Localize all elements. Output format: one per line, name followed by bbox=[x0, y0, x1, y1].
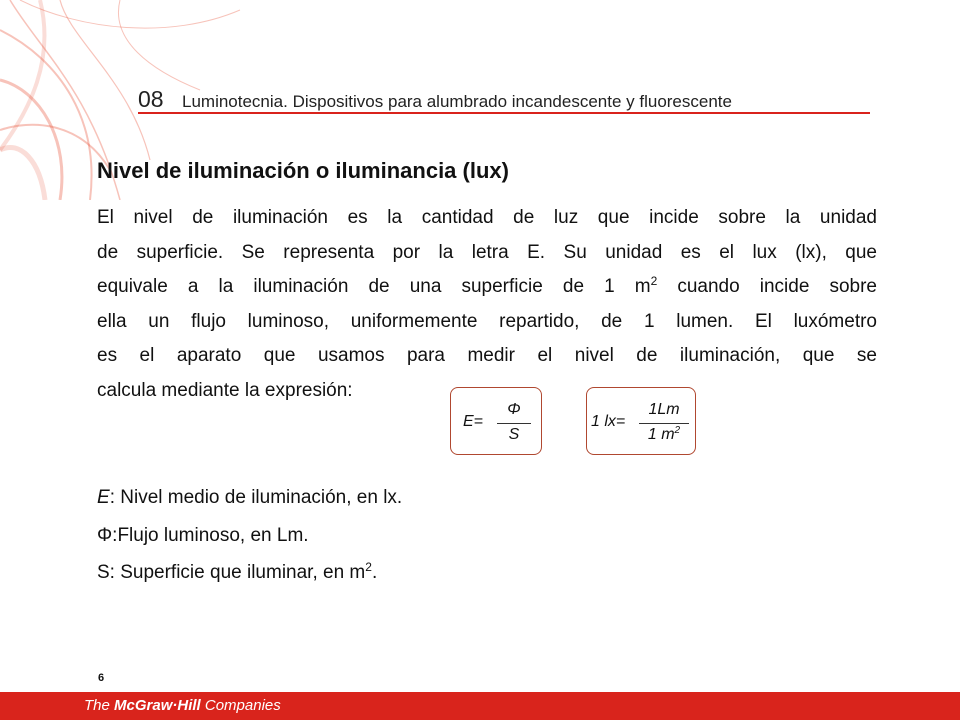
formula-lhs: 1 lx= bbox=[591, 413, 626, 430]
superscript: 2 bbox=[650, 274, 658, 288]
body-paragraph bbox=[97, 201, 877, 408]
illuminance-formula bbox=[450, 387, 542, 455]
formula-denominator: 1 $m^2$ bbox=[647, 425, 681, 443]
definition-phi: Φ:Flujo luminoso, en Lm. bbox=[97, 525, 309, 546]
definition-e: E: Nivel medio de iluminación, en lx. bbox=[97, 487, 403, 508]
chapter-title: Luminotecnia. Dispositivos para alumbrado incandescente y fluorescente bbox=[182, 92, 732, 111]
definition-s: S: Superficie que iluminar, en $m^2$. bbox=[97, 560, 378, 583]
fraction-bar bbox=[497, 423, 531, 424]
paragraph-line: El nivel de iluminación es la cantidad de luz que incide sobre la unidad bbox=[97, 207, 877, 228]
chapter-number: 08 bbox=[138, 86, 164, 112]
footer-bar bbox=[0, 692, 960, 720]
paragraph-line: ella un flujo luminoso, uniformemente repartido, de 1 lumen. El luxómetro bbox=[97, 310, 877, 332]
paragraph-line: equivale a la iluminación de una superficie de 1 $m^2$ cuando incide sobre bbox=[97, 274, 877, 297]
section-heading: Nivel de iluminación o iluminancia (lux) bbox=[97, 158, 509, 183]
paragraph-line: es el aparato que usamos para medir el nivel de iluminación, que se bbox=[97, 345, 877, 366]
publisher-logo: The McGraw·Hill Companies bbox=[84, 697, 281, 714]
page-number: 6 bbox=[98, 672, 105, 684]
formula-denominator: S bbox=[508, 426, 520, 443]
paragraph-line: de superficie. Se representa por la letra E. Su unidad es el lux (lx), que bbox=[97, 241, 877, 263]
formula-numerator: 1Lm bbox=[648, 401, 680, 418]
formula-numerator: Φ bbox=[507, 401, 521, 418]
paragraph-line: calcula mediante la expresión: bbox=[97, 379, 353, 401]
formula-lhs: E= bbox=[463, 413, 484, 430]
header-rule bbox=[138, 112, 870, 114]
fraction-bar bbox=[639, 423, 689, 424]
lux-definition-formula bbox=[586, 387, 696, 455]
chapter-header bbox=[138, 86, 870, 116]
